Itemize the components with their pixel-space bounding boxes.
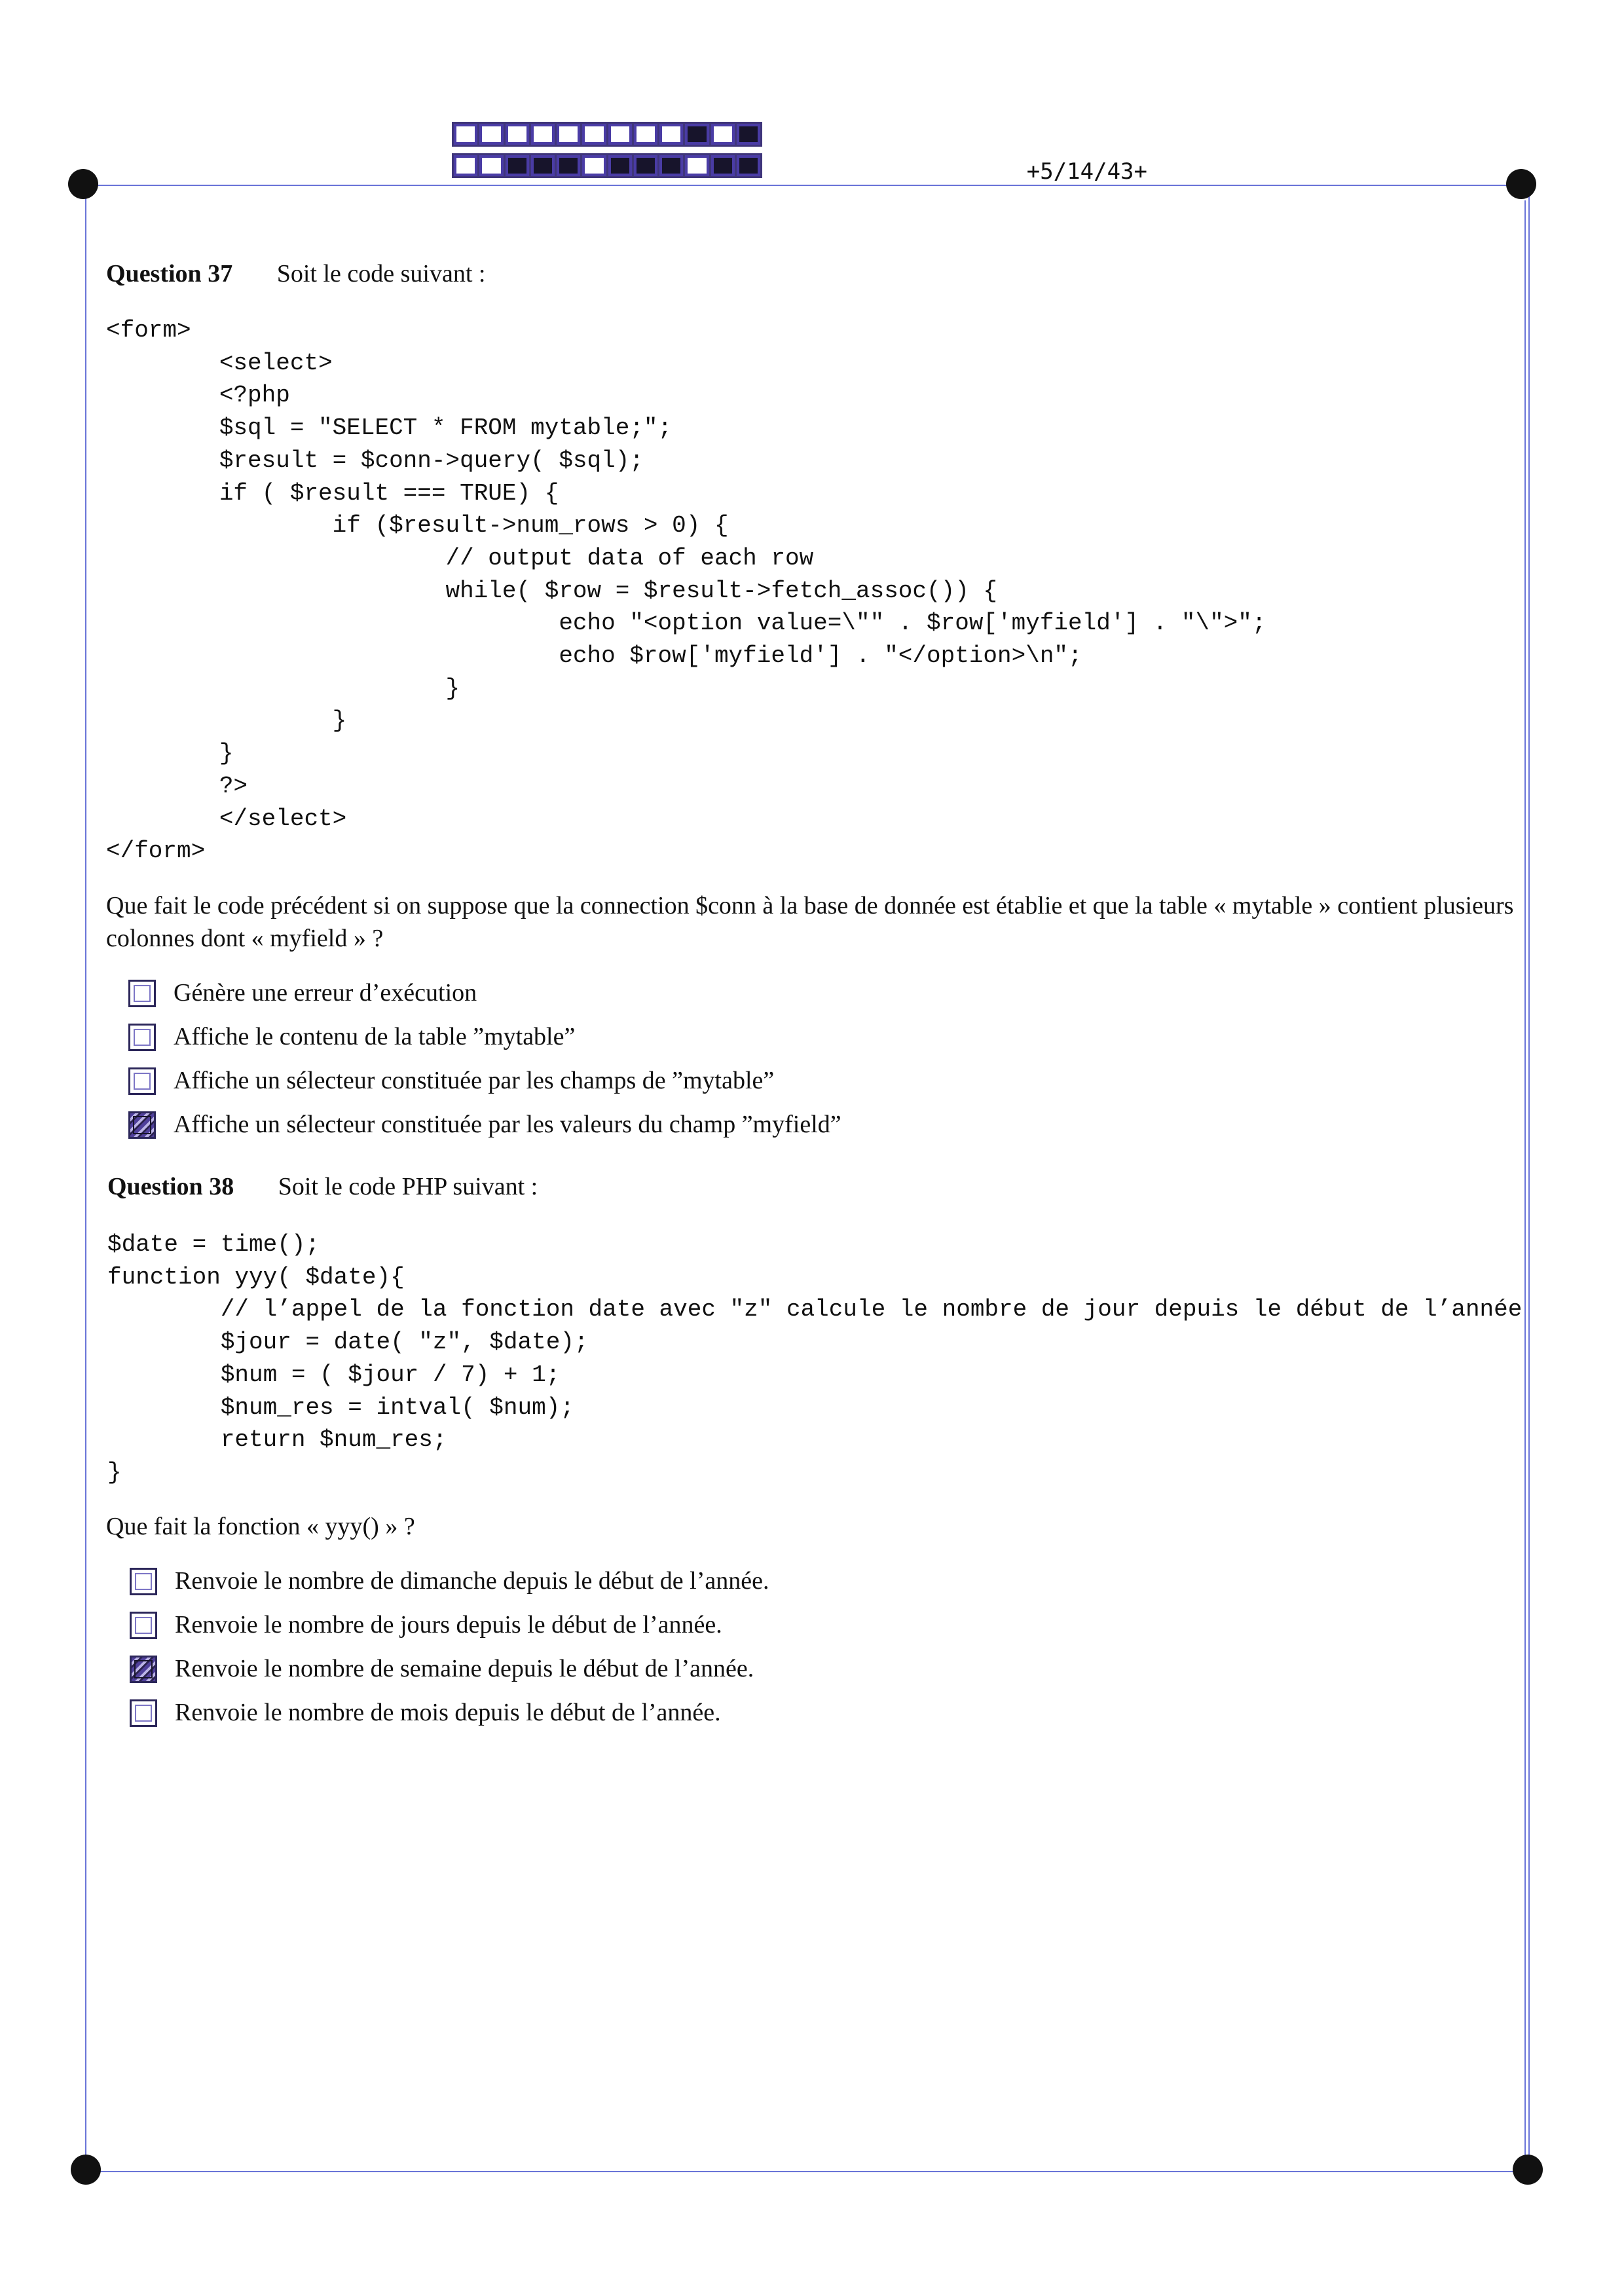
registration-mark-bottom-right [1513,2155,1543,2185]
barcode-cell-filled [685,124,709,145]
question-37-number: Question 37 [106,260,233,287]
answer-checkbox[interactable] [130,1568,157,1595]
answer-option [130,1656,1177,1699]
right-margin-rule [1524,200,1526,2172]
answer-option [128,980,1176,1024]
barcode-bottom [452,153,762,178]
question-37-heading [106,259,485,288]
question-38-number: Question 38 [107,1173,234,1200]
barcode-cell-empty [711,124,735,145]
question-37-code: <form> <select> <?php $sql = "SELECT * FROM mytable;"; $result = $conn->query( $sql); if ( $result === TRUE) { if ($result->num_rows > 0) { // output data of each row while( $row = $result->fetch_assoc()) { echo "<option value=\"" . $row['myfield'] . "\">"; echo $row['myfield'] . "</option>\n"; } } } ?> </select> </form> [106,317,1266,865]
barcode-cell-filled [608,155,632,176]
barcode-cell-empty [685,155,709,176]
answer-label: Renvoie le nombre de semaine depuis le début de l’année. [175,1655,754,1682]
barcode-cell-empty [479,155,503,176]
barcode-cell-empty [608,124,632,145]
barcode-cell-empty [454,155,477,176]
answer-option [130,1699,1177,1743]
barcode-cell-empty [557,124,580,145]
barcode-cell-empty [479,124,503,145]
barcode-cell-filled [557,155,580,176]
barcode-cell-filled [711,155,735,176]
answer-checkbox[interactable] [130,1656,157,1683]
answer-checkbox[interactable] [128,1024,156,1051]
answer-label: Renvoie le nombre de mois depuis le début de l’année. [175,1699,721,1726]
answer-label: Affiche un sélecteur constituée par les valeurs du champ ”myfield” [174,1111,841,1138]
barcode-cell-filled [634,155,657,176]
answer-label: Génère une erreur d’exécution [174,979,477,1007]
answer-label: Affiche un sélecteur constituée par les champs de ”mytable” [174,1067,775,1094]
barcode-cell-empty [634,124,657,145]
barcode-cell-filled [737,124,760,145]
answer-checkbox[interactable] [128,1111,156,1139]
answer-option [128,1111,1176,1155]
registration-mark-top-right [1506,169,1536,199]
barcode-cell-filled [531,155,555,176]
question-37-title: Soit le code suivant : [276,260,486,287]
registration-mark-top-left [68,169,98,199]
barcode-cell-empty [582,124,606,145]
answer-checkbox[interactable] [128,980,156,1007]
answer-label: Renvoie le nombre de dimanche depuis le début de l’année. [175,1567,769,1595]
answer-option [128,1024,1176,1067]
question-37-prompt: Que fait le code précédent si on suppose que la connection $conn à la base de donnée est établie et que la table « mytable » contient plusieurs colonnes dont « myfield » ? [106,892,1514,952]
barcode-cell-filled [506,155,529,176]
answer-checkbox[interactable] [128,1067,156,1095]
barcode-cell-empty [582,155,606,176]
answer-checkbox[interactable] [130,1612,157,1639]
answer-option [128,1067,1176,1111]
barcode-cell-filled [659,155,683,176]
barcode-cell-empty [454,124,477,145]
question-38-prompt: Que fait la fonction « yyy() » ? [106,1513,415,1540]
answer-label: Renvoie le nombre de jours depuis le début de l’année. [175,1611,722,1639]
answer-checkbox[interactable] [130,1699,157,1727]
barcode-cell-filled [737,155,760,176]
answer-label: Affiche le contenu de la table ”mytable” [174,1023,576,1050]
question-38-answer-list [130,1568,1177,1743]
page-id: +5/14/43+ [1026,158,1147,185]
question-38-title: Soit le code PHP suivant : [278,1173,538,1200]
answer-option [130,1612,1177,1656]
question-38-heading [107,1172,538,1201]
answer-option [130,1568,1177,1612]
barcode-cell-empty [506,124,529,145]
question-38-code: $date = time(); function yyy( $date){ // l’appel de la fonction date avec "z" calcule le nombre de jour depuis le début de l’année $jour = date( "z", $date); $num = ( $jour / 7) + 1; $num_res = intval( $num); return $num_res; } [107,1231,1522,1486]
barcode-cell-empty [531,124,555,145]
barcode-top [452,122,762,147]
question-37-answer-list [128,980,1176,1155]
registration-mark-bottom-left [71,2155,101,2185]
barcode-cell-empty [659,124,683,145]
